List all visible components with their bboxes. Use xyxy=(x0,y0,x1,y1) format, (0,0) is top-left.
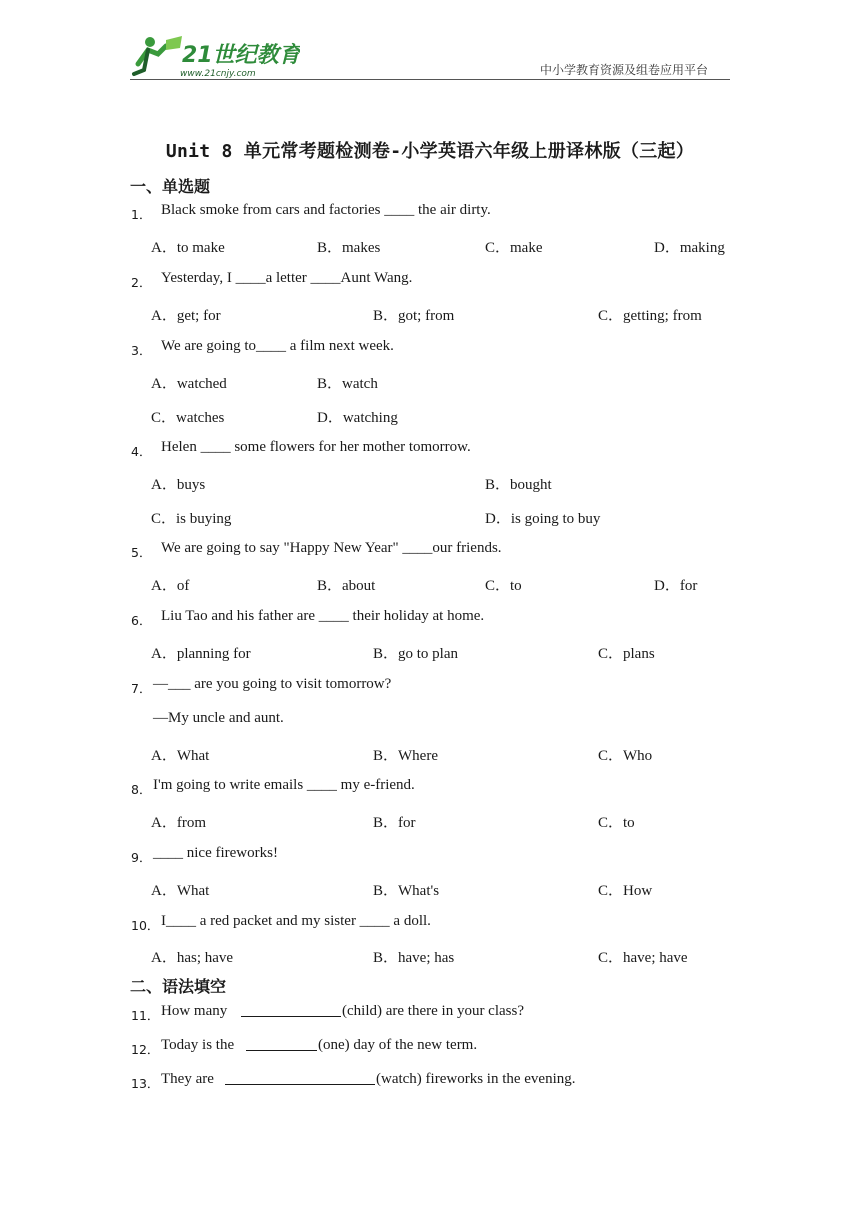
option-b[interactable]: B．What's xyxy=(373,883,440,899)
question-number: 2． xyxy=(131,275,152,290)
option-b[interactable]: B．Where xyxy=(373,748,438,764)
question-text-after: (watch) fireworks in the evening. xyxy=(376,1071,576,1087)
question-text: —___ are you going to visit tomorrow? xyxy=(153,676,392,692)
question-text: We are going to____ a film next week. xyxy=(161,338,394,354)
logo-url: www.21cnjy.com xyxy=(180,69,256,78)
answer-blank[interactable] xyxy=(225,1072,375,1085)
question-text: Liu Tao and his father are ____ their holiday at home. xyxy=(161,608,485,624)
site-logo xyxy=(130,34,300,78)
option-d[interactable]: D．making xyxy=(654,240,725,256)
question-text: I____ a red packet and my sister ____ a doll. xyxy=(161,913,431,929)
question-text: We are going to say "Happy New Year" ____our friends. xyxy=(161,540,502,556)
option-a[interactable]: A．get; for xyxy=(151,308,221,324)
option-a[interactable]: A．from xyxy=(151,815,206,831)
question-number: 7． xyxy=(131,681,152,696)
question-number: 13． xyxy=(131,1076,160,1091)
option-a[interactable]: A．buys xyxy=(151,477,206,493)
question-text-after: (child) are there in your class? xyxy=(342,1003,524,1019)
option-b[interactable]: B．for xyxy=(373,815,416,831)
question-number: 12． xyxy=(131,1042,160,1057)
question-number: 4． xyxy=(131,444,152,459)
question-number: 11． xyxy=(131,1008,160,1023)
option-c[interactable]: C．getting; from xyxy=(598,308,702,324)
option-b[interactable]: B．makes xyxy=(317,240,381,256)
option-d[interactable]: D．watching xyxy=(317,410,398,426)
option-a[interactable]: A．of xyxy=(151,578,190,594)
question-number: 10． xyxy=(131,918,160,933)
option-a[interactable]: A．to make xyxy=(151,240,225,256)
answer-blank[interactable] xyxy=(241,1004,341,1017)
option-b[interactable]: B．got; from xyxy=(373,308,455,324)
option-c[interactable]: C．is buying xyxy=(151,511,232,527)
option-c[interactable]: C．have; have xyxy=(598,950,688,966)
question-text: I'm going to write emails ____ my e-friend. xyxy=(153,777,415,793)
question-text: ____ nice fireworks! xyxy=(153,845,278,861)
option-a[interactable]: A．planning for xyxy=(151,646,251,662)
option-b[interactable]: B．go to plan xyxy=(373,646,458,662)
section-heading-grammar-fill: 二、语法填空 xyxy=(130,977,227,996)
page-title: Unit 8 单元常考题检测卷-小学英语六年级上册译林版（三起） xyxy=(165,141,695,162)
question-text-before: How many xyxy=(161,1003,228,1019)
header-divider xyxy=(130,79,730,80)
question-number: 9． xyxy=(131,850,152,865)
question-number: 5． xyxy=(131,545,152,560)
option-c[interactable]: C．to xyxy=(598,815,635,831)
question-text: Yesterday, I ____a letter ____Aunt Wang. xyxy=(161,270,413,286)
option-b[interactable]: B．bought xyxy=(485,477,552,493)
question-text: Helen ____ some flowers for her mother tomorrow. xyxy=(161,439,471,455)
option-c[interactable]: C．How xyxy=(598,883,653,899)
option-d[interactable]: D．is going to buy xyxy=(485,511,601,527)
option-c[interactable]: C．watches xyxy=(151,410,225,426)
logo-text: 21世纪教育 xyxy=(182,43,300,68)
section-heading-single-choice: 一、单选题 xyxy=(130,177,211,196)
question-number: 6． xyxy=(131,613,152,628)
option-a[interactable]: A．What xyxy=(151,748,210,764)
question-text-after: (one) day of the new term. xyxy=(318,1037,478,1053)
option-c[interactable]: C．to xyxy=(485,578,522,594)
question-text-before: They are xyxy=(161,1071,214,1087)
logo-runner-icon xyxy=(130,34,300,78)
option-a[interactable]: A．What xyxy=(151,883,210,899)
option-b[interactable]: B．watch xyxy=(317,376,378,392)
header-platform-text: 中小学教育资源及组卷应用平台 xyxy=(540,63,709,77)
option-c[interactable]: C．Who xyxy=(598,748,653,764)
question-answer-line: —My uncle and aunt. xyxy=(153,710,284,726)
question-number: 3． xyxy=(131,343,152,358)
answer-blank[interactable] xyxy=(246,1038,317,1051)
option-b[interactable]: B．have; has xyxy=(373,950,455,966)
option-a[interactable]: A．has; have xyxy=(151,950,234,966)
option-c[interactable]: C．make xyxy=(485,240,543,256)
question-text-before: Today is the xyxy=(161,1037,235,1053)
option-b[interactable]: B．about xyxy=(317,578,376,594)
option-c[interactable]: C．plans xyxy=(598,646,655,662)
question-number: 1． xyxy=(131,207,152,222)
question-number: 8． xyxy=(131,782,152,797)
option-a[interactable]: A．watched xyxy=(151,376,227,392)
question-text: Black smoke from cars and factories ____ the air dirty. xyxy=(161,202,491,218)
option-d[interactable]: D．for xyxy=(654,578,698,594)
